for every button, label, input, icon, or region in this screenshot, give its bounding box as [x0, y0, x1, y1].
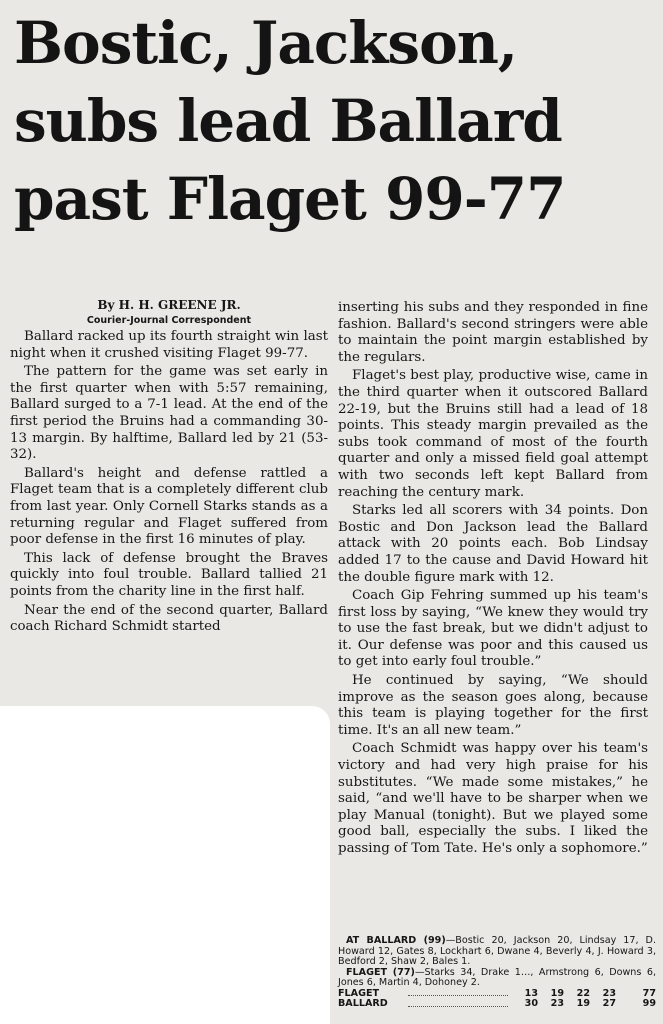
- score-team: FLAGET: [338, 987, 380, 999]
- leader-dots: [408, 999, 508, 1006]
- paragraph: Coach Gip Fehring summed up his team's first loss by saying, “We knew they would try to use the fast break, but we didn't adjust to it. Our defense was poor and this caused us to get into early foul trouble.”: [338, 588, 648, 670]
- score-total: 77: [642, 987, 656, 999]
- score-q4: 23: [602, 987, 616, 999]
- paragraph: Flaget's best play, productive wise, came in the third quarter when it outscored Ballard 22-19, but the Bruins still had a lead of 18 points. This steady margin prevailed as the subs took command of most of the fourth quarter and only a missed field goal attempt with two seconds left kept Ballard from reaching the century mark.: [338, 368, 648, 500]
- box-score-ballard: [338, 936, 656, 968]
- paragraph: The pattern for the game was set early in the first quarter when with 5:57 remaining, Ballard surged to a 7-1 lead. At the end of the first period the Bruins had a commanding 30-13 margin. By halftime, Ballard led by 21 (53-32).: [10, 364, 328, 463]
- score-row-ballard: [338, 999, 656, 1009]
- paragraph: inserting his subs and they responded in fine fashion. Ballard's second stringers were able to maintain the point margin established by the regulars.: [338, 300, 648, 365]
- box-score-flaget: [338, 968, 656, 989]
- box-score-ballard-head: AT BALLARD (99): [346, 935, 446, 946]
- paragraph: Coach Schmidt was happy over his team's victory and had very high praise for his substitutes. “We made some mistakes,” he said, “and we'll have to be sharper when we play Manual (tonight). But we played some good ball, especially the subs. I liked the passing of Tom Tate. He's only a sophomore.”: [338, 741, 648, 856]
- blank-area: [0, 706, 330, 1024]
- byline: By H. H. GREENE JR.: [97, 298, 241, 312]
- paragraph: Starks led all scorers with 34 points. Don Bostic and Don Jackson lead the Ballard attack with 20 points each. Bob Lindsay added 17 to the cause and David Howard hit the double figure mark with 12.: [338, 503, 648, 585]
- paragraph: Ballard racked up its fourth straight win last night when it crushed visiting Flaget 99-77.: [10, 329, 328, 361]
- paragraph: This lack of defense brought the Braves quickly into foul trouble. Ballard tallied 21 points from the charity line in the first half.: [10, 550, 328, 599]
- score-q2: 19: [550, 987, 564, 999]
- score-q4: 27: [602, 998, 616, 1010]
- box-score-flaget-players: —Starks 34, Drake 1…, Armstrong 6, Downs 6, Jones 6, Martin 4, Dohoney 2.: [338, 966, 656, 989]
- headline-line-2: subs lead Ballard: [14, 87, 562, 155]
- leader-dots: [408, 989, 508, 996]
- box-score: [338, 936, 656, 1010]
- score-q3: 22: [576, 987, 590, 999]
- headline-line-3: past Flaget 99-77: [14, 165, 566, 233]
- headline-line-1: Bostic, Jackson,: [14, 9, 518, 77]
- paragraph: He continued by saying, “We should improve as the season goes along, because this team is playing together for the first time. It's an all new team.”: [338, 673, 648, 738]
- score-team: BALLARD: [338, 998, 388, 1010]
- score-q1: 13: [524, 987, 538, 999]
- paragraph: Ballard's height and defense rattled a Flaget team that is a completely different club from last year. Only Cornell Starks stands as a returning regular and Flaget suffered from poor defense in the first 16 minutes of play.: [10, 465, 328, 548]
- article-column-right: [338, 300, 648, 860]
- score-q3: 19: [576, 998, 590, 1010]
- box-score-ballard-players: —Bostic 20, Jackson 20, Lindsay 17, D. Howard 12, Gates 8, Lockhart 6, Dwane 4, Beverly 4, J. Howard 3, Bedford 2, Shaw 2, Bales 1.: [338, 935, 656, 968]
- byline-credit: Courier-Journal Correspondent: [86, 315, 252, 326]
- score-q2: 23: [550, 998, 564, 1010]
- score-total: 99: [642, 998, 656, 1010]
- article-column-left: [10, 298, 328, 638]
- score-q1: 30: [524, 998, 538, 1010]
- box-score-flaget-head: FLAGET (77): [346, 966, 415, 978]
- paragraph: Near the end of the second quarter, Ballard coach Richard Schmidt started: [10, 602, 328, 635]
- headline: [14, 4, 654, 238]
